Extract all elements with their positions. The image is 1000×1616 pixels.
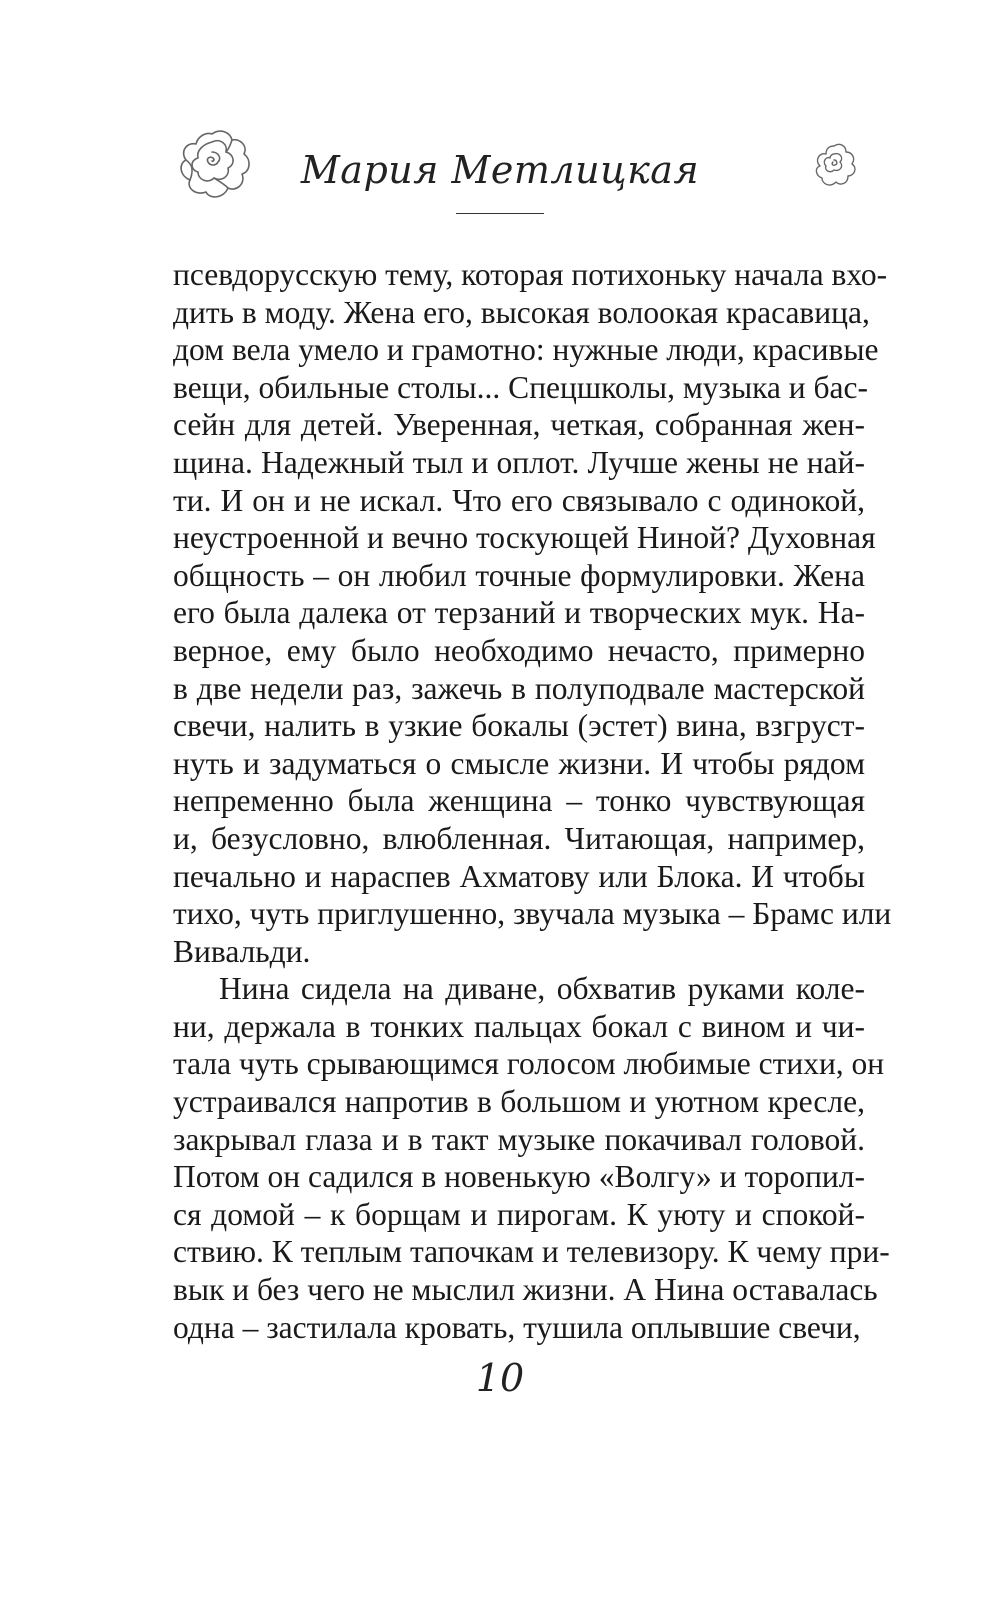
text-line: нуть и задуматься о смысле жизни. И чтобы рядом bbox=[173, 745, 865, 781]
text-line: непременно была женщина – тонко чувствующая bbox=[173, 783, 865, 819]
text-line: Потом он садился в новенькую «Волгу» и торопил- bbox=[173, 1159, 865, 1195]
text-line: в две недели раз, зажечь в полуподвале мастерской bbox=[173, 670, 865, 706]
rose-ornament-icon bbox=[808, 140, 860, 192]
paragraph bbox=[173, 970, 890, 1346]
text-line: ти. И он и не искал. Что его связывало с одинокой, bbox=[173, 482, 865, 518]
text-line: псевдорусскую тему, которая потихоньку начала вхо- bbox=[173, 257, 888, 292]
running-header bbox=[0, 110, 1000, 250]
text-line: его была далека от терзаний и творческих мук. На- bbox=[173, 595, 865, 631]
page-number: 10 bbox=[475, 1356, 525, 1400]
text-line: неустроенной и вечно тоскующей Ниной? Духовная bbox=[173, 520, 876, 556]
text-line: дить в моду. Жена его, высокая волоокая красавица, bbox=[173, 294, 870, 330]
text-line: одна – застилала кровать, тушила оплывшие свечи, bbox=[173, 1309, 861, 1345]
text-line: закрывал глаза и в такт музыке покачивал головой. bbox=[173, 1121, 865, 1157]
text-line: ся домой – к борщам и пирогам. К уюту и спокой- bbox=[173, 1196, 865, 1232]
text-line: дом вела умело и грамотно: нужные люди, красивые bbox=[173, 332, 879, 368]
text-line: свечи, налить в узкие бокалы (эстет) вина, взгруст- bbox=[173, 708, 865, 744]
text-line: и, безусловно, влюбленная. Читающая, например, bbox=[173, 820, 865, 856]
text-line: тихо, чуть приглушенно, звучала музыка – Брамс или bbox=[173, 896, 892, 932]
text-line: вещи, обильные столы... Спецшколы, музыка и бас- bbox=[173, 369, 868, 405]
text-line: вык и без чего не мыслил жизни. А Нина оставалась bbox=[173, 1272, 878, 1308]
rose-ornament-icon bbox=[170, 124, 254, 208]
text-line: общность – он любил точные формулировки. Жена bbox=[173, 557, 865, 593]
text-line: Нина сидела на диване, обхватив руками коле- bbox=[219, 971, 865, 1007]
text-line: ни, держала в тонких пальцах бокал с вином и чи- bbox=[173, 1008, 865, 1044]
text-line: устраивался напротив в большом и уютном кресле, bbox=[173, 1084, 865, 1120]
text-line: верное, ему было необходимо нечасто, примерно bbox=[173, 632, 865, 668]
text-line: тала чуть срывающимся голосом любимые стихи, он bbox=[173, 1046, 885, 1082]
text-line: Вивальди. bbox=[173, 933, 311, 969]
body-text bbox=[173, 256, 892, 1346]
author-name: Мария Метлицкая bbox=[300, 148, 700, 192]
header-rule bbox=[456, 213, 544, 214]
text-line: ствию. К теплым тапочкам и телевизору. К чему при- bbox=[173, 1234, 890, 1270]
paragraph bbox=[173, 256, 892, 970]
text-line: печально и нараспев Ахматову или Блока. И чтобы bbox=[173, 858, 865, 894]
text-line: щина. Надежный тыл и оплот. Лучше жены не най- bbox=[173, 444, 865, 480]
text-line: сейн для детей. Уверенная, четкая, собранная жен- bbox=[173, 407, 865, 443]
